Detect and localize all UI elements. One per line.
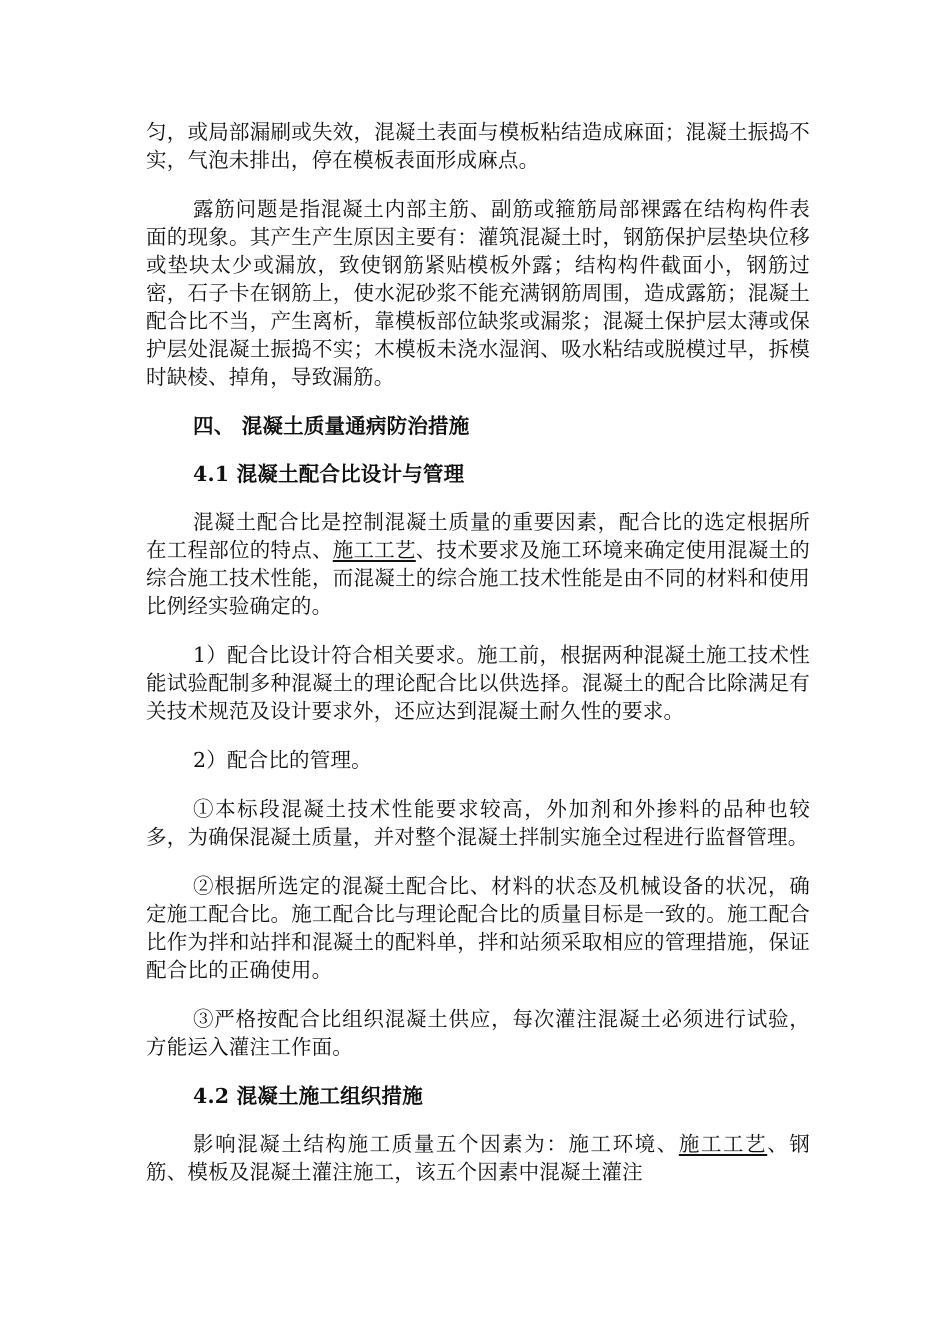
section-heading-4: 四、 混凝土质量通病防治措施 [193,414,470,438]
paragraph-text: 、技术要求及施工环境来确定使用混凝土的综合施工技术性能，而混凝土的综合施工技术性能是由不同的材料和使用比例经实验确定的。 [146,538,810,618]
subsection-heading-4-1: 4.1 混凝土配合比设计与管理 [193,462,465,486]
paragraph-item-circled-2: ②根据所选定的混凝土配合比、材料的状态及机械设备的状况，确定施工配合比。施工配合比与理论配合比的质量目标是一致的。施工配合比作为拌和站拌和混凝土的配料单，拌和站须采取相应的管理措施，保证配合比的正确使用。 [146,874,810,982]
paragraph-item-2: 2）配合比的管理。 [193,748,372,772]
paragraph-construction-factors [146,1130,810,1186]
paragraph-text: 影响混凝土结构施工质量五个因素为：施工环境、 [193,1132,679,1156]
paragraph-exposed-rebar: 露筋问题是指混凝土内部主筋、副筋或箍筋局部裸露在结构构件表面的现象。其产生产生原因主要有：灌筑混凝土时，钢筋保护层垫块位移或垫块太少或漏放，致使钢筋紧贴模板外露；结构构件截面小，钢筋过密，石子卡在钢筋上，使水泥砂浆不能充满钢筋周围，造成露筋；混凝土配合比不当，产生离析，靠模板部位缺浆或漏浆；混凝土保护层太薄或保护层处混凝土振捣不实；木模板未浇水湿润、吸水粘结或脱模过早，拆模时缺棱、掉角，导致漏筋。 [146,197,810,389]
paragraph-text: 、钢筋、模板及混凝土灌注施工，该五个因素中混凝土灌注 [146,1132,810,1184]
construction-technology-link[interactable]: 施工工艺 [332,538,416,562]
paragraph-continuation: 匀，或局部漏刷或失效，混凝土表面与模板粘结造成麻面；混凝土振捣不实，气泡未排出，停在模板表面形成麻点。 [146,120,810,172]
paragraph-item-circled-3: ③严格按配合比组织混凝土供应，每次灌注混凝土必须进行试验，方能运入灌注工作面。 [146,1007,810,1059]
paragraph-mix-ratio-intro [146,508,810,620]
subsection-heading-4-2: 4.2 混凝土施工组织措施 [193,1084,423,1108]
paragraph-item-circled-1: ①本标段混凝土技术性能要求较高，外加剂和外掺料的品种也较多，为确保混凝土质量，并对整个混凝土拌制实施全过程进行监督管理。 [146,797,810,849]
paragraph-item-1: 1）配合比设计符合相关要求。施工前，根据两种混凝土施工技术性能试验配制多种混凝土的理论配合比以供选择。混凝土的配合比除满足有关技术规范及设计要求外，还应达到混凝土耐久性的要求。 [146,643,810,723]
construction-technology-link[interactable]: 施工工艺 [678,1132,768,1156]
paragraph-text: 混凝土配合比是控制混凝土质量的重要因素，配合比的选定根据所在工程部位的特点、 [146,510,810,562]
